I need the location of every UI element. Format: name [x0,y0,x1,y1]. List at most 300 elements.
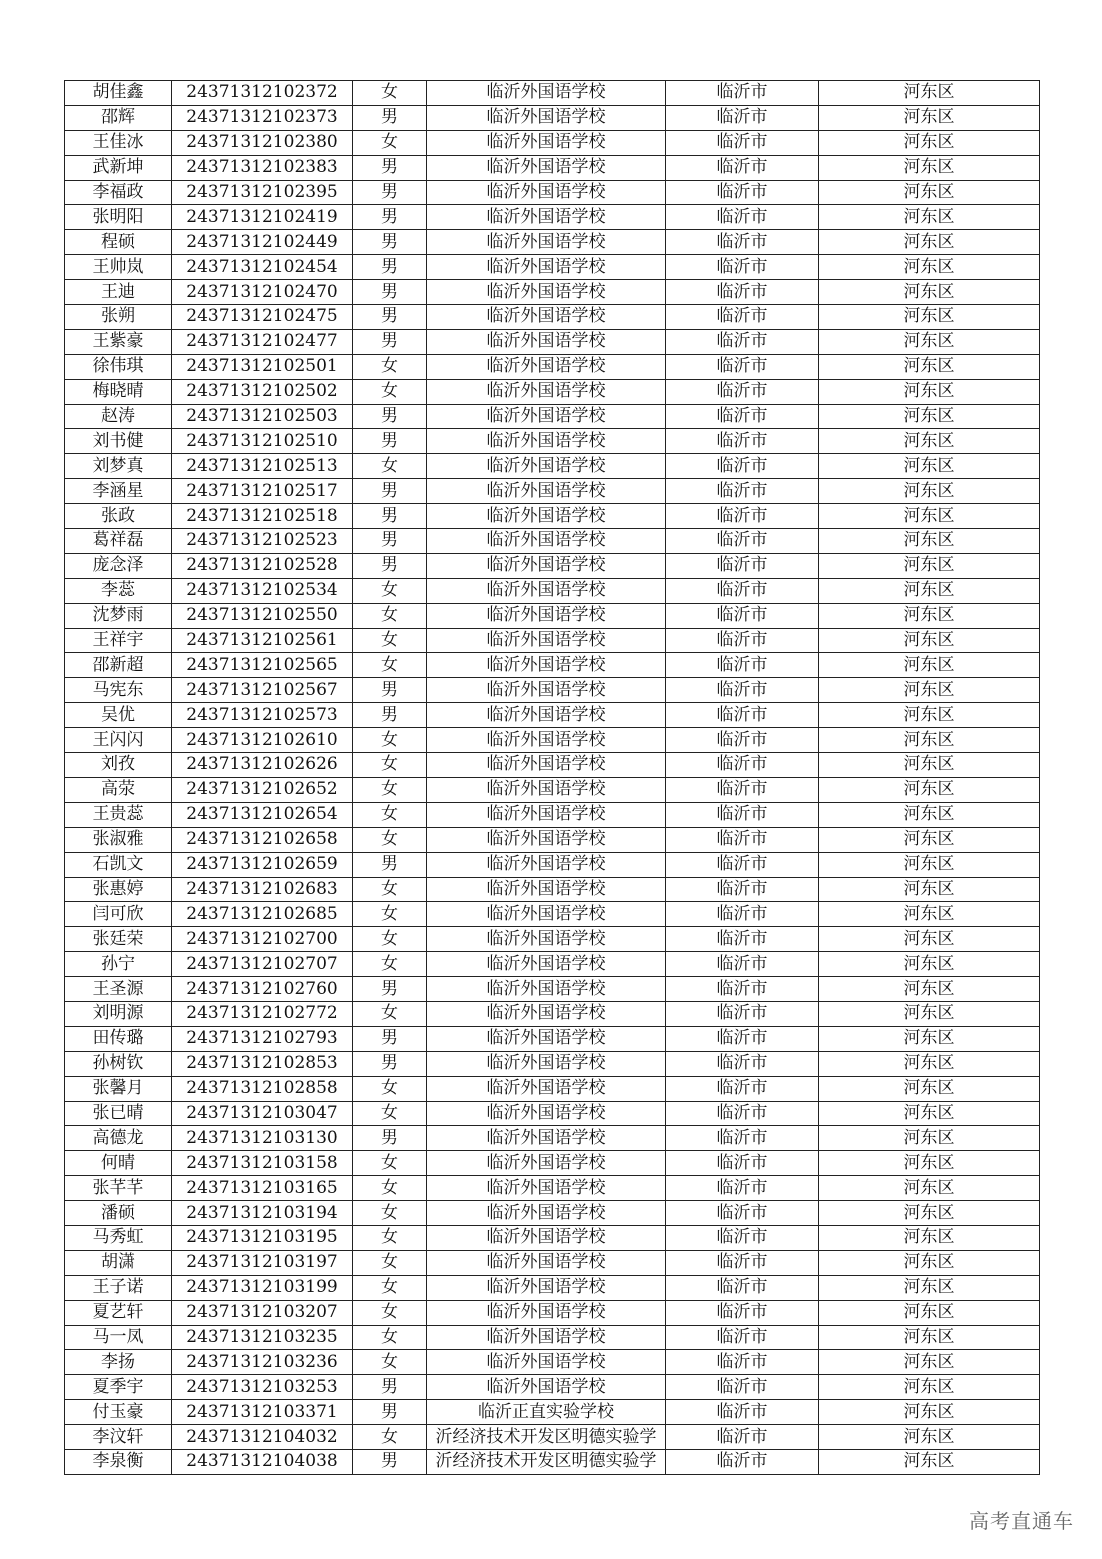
gender-cell: 女 [353,1076,427,1101]
gender-cell: 男 [353,305,427,330]
school-cell: 临沂外国语学校 [427,852,666,877]
name-cell: 刘梦真 [65,454,172,479]
school-cell: 临沂正直实验学校 [427,1400,666,1425]
name-cell: 付玉豪 [65,1400,172,1425]
district-cell: 河东区 [819,1126,1040,1151]
table-row [65,678,1040,703]
exam-id-cell: 24371312102654 [172,802,353,827]
name-cell: 徐伟琪 [65,354,172,379]
city-cell: 临沂市 [666,1225,819,1250]
watermark-text: 高考直通车 [969,1509,1074,1533]
table-row [65,877,1040,902]
exam-id-cell: 24371312102517 [172,479,353,504]
table-row [65,852,1040,877]
table-row [65,553,1040,578]
exam-id-cell: 24371312102573 [172,703,353,728]
school-cell: 临沂外国语学校 [427,1201,666,1226]
city-cell: 临沂市 [666,230,819,255]
school-cell: 临沂外国语学校 [427,1225,666,1250]
school-cell: 临沂外国语学校 [427,1026,666,1051]
gender-cell: 女 [353,628,427,653]
exam-id-cell: 24371312102610 [172,728,353,753]
exam-id-cell: 24371312102550 [172,603,353,628]
name-cell: 王佳冰 [65,130,172,155]
city-cell: 临沂市 [666,1400,819,1425]
table-row [65,777,1040,802]
name-cell: 王帅岚 [65,255,172,280]
name-cell: 李福政 [65,180,172,205]
city-cell: 临沂市 [666,130,819,155]
exam-id-cell: 24371312102523 [172,529,353,554]
district-cell: 河东区 [819,1325,1040,1350]
district-cell: 河东区 [819,180,1040,205]
school-cell: 临沂外国语学校 [427,1176,666,1201]
school-cell: 临沂外国语学校 [427,902,666,927]
exam-id-cell: 24371312102626 [172,753,353,778]
city-cell: 临沂市 [666,1201,819,1226]
city-cell: 临沂市 [666,1325,819,1350]
table-row [65,305,1040,330]
school-cell: 临沂外国语学校 [427,1250,666,1275]
exam-id-cell: 24371312102793 [172,1026,353,1051]
city-cell: 临沂市 [666,1051,819,1076]
table-row [65,155,1040,180]
exam-id-cell: 24371312103197 [172,1250,353,1275]
name-cell: 马秀虹 [65,1225,172,1250]
table-row [65,753,1040,778]
gender-cell: 女 [353,1250,427,1275]
name-cell: 何晴 [65,1151,172,1176]
exam-id-cell: 24371312102510 [172,429,353,454]
gender-cell: 女 [353,578,427,603]
district-cell: 河东区 [819,105,1040,130]
district-cell: 河东区 [819,728,1040,753]
school-cell: 临沂外国语学校 [427,479,666,504]
gender-cell: 女 [353,1225,427,1250]
district-cell: 河东区 [819,479,1040,504]
table-row [65,205,1040,230]
district-cell: 河东区 [819,753,1040,778]
gender-cell: 女 [353,952,427,977]
exam-id-cell: 24371312102419 [172,205,353,230]
table-row [65,280,1040,305]
school-cell: 临沂外国语学校 [427,1126,666,1151]
name-cell: 刘明源 [65,1001,172,1026]
gender-cell: 女 [353,827,427,852]
name-cell: 闫可欣 [65,902,172,927]
name-cell: 王贵蕊 [65,802,172,827]
gender-cell: 女 [353,927,427,952]
gender-cell: 男 [353,529,427,554]
table-row [65,81,1040,106]
district-cell: 河东区 [819,977,1040,1002]
table-row [65,255,1040,280]
gender-cell: 男 [353,1051,427,1076]
exam-id-cell: 24371312102373 [172,105,353,130]
name-cell: 张廷荣 [65,927,172,952]
gender-cell: 女 [353,653,427,678]
district-cell: 河东区 [819,155,1040,180]
city-cell: 临沂市 [666,504,819,529]
table-row [65,802,1040,827]
gender-cell: 女 [353,802,427,827]
district-cell: 河东区 [819,927,1040,952]
exam-id-cell: 24371312103236 [172,1350,353,1375]
district-cell: 河东区 [819,952,1040,977]
exam-id-cell: 24371312102707 [172,952,353,977]
gender-cell: 女 [353,1300,427,1325]
name-cell: 夏季宇 [65,1375,172,1400]
exam-id-cell: 24371312103047 [172,1101,353,1126]
exam-id-cell: 24371312102658 [172,827,353,852]
district-cell: 河东区 [819,354,1040,379]
school-cell: 临沂外国语学校 [427,429,666,454]
city-cell: 临沂市 [666,180,819,205]
gender-cell: 男 [353,678,427,703]
district-cell: 河东区 [819,280,1040,305]
district-cell: 河东区 [819,678,1040,703]
district-cell: 河东区 [819,379,1040,404]
name-cell: 李扬 [65,1350,172,1375]
district-cell: 河东区 [819,454,1040,479]
city-cell: 临沂市 [666,1151,819,1176]
exam-id-cell: 24371312103199 [172,1275,353,1300]
table-row [65,1026,1040,1051]
district-cell: 河东区 [819,329,1040,354]
school-cell: 沂经济技术开发区明德实验学 [427,1449,666,1474]
table-row [65,728,1040,753]
exam-id-cell: 24371312102454 [172,255,353,280]
school-cell: 临沂外国语学校 [427,1275,666,1300]
school-cell: 临沂外国语学校 [427,1076,666,1101]
name-cell: 高德龙 [65,1126,172,1151]
school-cell: 临沂外国语学校 [427,728,666,753]
school-cell: 临沂外国语学校 [427,952,666,977]
district-cell: 河东区 [819,429,1040,454]
gender-cell: 男 [353,180,427,205]
name-cell: 刘孜 [65,753,172,778]
gender-cell: 女 [353,753,427,778]
gender-cell: 女 [353,902,427,927]
name-cell: 沈梦雨 [65,603,172,628]
city-cell: 临沂市 [666,454,819,479]
table-row [65,827,1040,852]
exam-id-cell: 24371312103235 [172,1325,353,1350]
name-cell: 武新坤 [65,155,172,180]
name-cell: 王子诺 [65,1275,172,1300]
city-cell: 临沂市 [666,553,819,578]
city-cell: 临沂市 [666,1126,819,1151]
gender-cell: 女 [353,1425,427,1450]
school-cell: 临沂外国语学校 [427,977,666,1002]
school-cell: 临沂外国语学校 [427,81,666,106]
exam-id-cell: 24371312102395 [172,180,353,205]
exam-id-cell: 24371312103130 [172,1126,353,1151]
table-row [65,1449,1040,1474]
city-cell: 临沂市 [666,1375,819,1400]
gender-cell: 男 [353,1375,427,1400]
name-cell: 孙树钦 [65,1051,172,1076]
city-cell: 临沂市 [666,1350,819,1375]
district-cell: 河东区 [819,1076,1040,1101]
city-cell: 临沂市 [666,379,819,404]
school-cell: 临沂外国语学校 [427,280,666,305]
gender-cell: 男 [353,1026,427,1051]
school-cell: 临沂外国语学校 [427,553,666,578]
city-cell: 临沂市 [666,305,819,330]
city-cell: 临沂市 [666,1026,819,1051]
gender-cell: 男 [353,1400,427,1425]
exam-id-cell: 24371312102700 [172,927,353,952]
name-cell: 李蕊 [65,578,172,603]
school-cell: 临沂外国语学校 [427,628,666,653]
table-row [65,429,1040,454]
exam-id-cell: 24371312103158 [172,1151,353,1176]
name-cell: 张惠婷 [65,877,172,902]
table-row [65,1101,1040,1126]
city-cell: 临沂市 [666,603,819,628]
school-cell: 临沂外国语学校 [427,1001,666,1026]
gender-cell: 男 [353,205,427,230]
exam-id-cell: 24371312102685 [172,902,353,927]
table-row [65,479,1040,504]
gender-cell: 男 [353,852,427,877]
district-cell: 河东区 [819,653,1040,678]
district-cell: 河东区 [819,81,1040,106]
city-cell: 临沂市 [666,977,819,1002]
city-cell: 临沂市 [666,1300,819,1325]
district-cell: 河东区 [819,504,1040,529]
gender-cell: 男 [353,404,427,429]
name-cell: 胡潇 [65,1250,172,1275]
gender-cell: 女 [353,81,427,106]
name-cell: 邵新超 [65,653,172,678]
gender-cell: 男 [353,1449,427,1474]
name-cell: 田传璐 [65,1026,172,1051]
city-cell: 临沂市 [666,1425,819,1450]
exam-id-cell: 24371312102652 [172,777,353,802]
gender-cell: 女 [353,454,427,479]
district-cell: 河东区 [819,1101,1040,1126]
gender-cell: 女 [353,379,427,404]
school-cell: 临沂外国语学校 [427,703,666,728]
district-cell: 河东区 [819,852,1040,877]
name-cell: 夏艺轩 [65,1300,172,1325]
name-cell: 吴优 [65,703,172,728]
gender-cell: 女 [353,1201,427,1226]
name-cell: 孙宁 [65,952,172,977]
exam-id-cell: 24371312102760 [172,977,353,1002]
district-cell: 河东区 [819,1300,1040,1325]
city-cell: 临沂市 [666,1275,819,1300]
name-cell: 马宪东 [65,678,172,703]
table-row [65,1375,1040,1400]
gender-cell: 男 [353,504,427,529]
gender-cell: 女 [353,777,427,802]
district-cell: 河东区 [819,578,1040,603]
name-cell: 张芊芊 [65,1176,172,1201]
table-row [65,1425,1040,1450]
district-cell: 河东区 [819,1151,1040,1176]
table-row [65,902,1040,927]
exam-id-cell: 24371312102502 [172,379,353,404]
table-row [65,130,1040,155]
school-cell: 临沂外国语学校 [427,877,666,902]
exam-id-cell: 24371312102372 [172,81,353,106]
name-cell: 马一凤 [65,1325,172,1350]
exam-id-cell: 24371312102565 [172,653,353,678]
district-cell: 河东区 [819,827,1040,852]
district-cell: 河东区 [819,1051,1040,1076]
school-cell: 临沂外国语学校 [427,927,666,952]
district-cell: 河东区 [819,1250,1040,1275]
school-cell: 临沂外国语学校 [427,653,666,678]
school-cell: 临沂外国语学校 [427,504,666,529]
exam-id-cell: 24371312103194 [172,1201,353,1226]
gender-cell: 男 [353,280,427,305]
exam-id-cell: 24371312102659 [172,852,353,877]
school-cell: 临沂外国语学校 [427,777,666,802]
exam-id-cell: 24371312102518 [172,504,353,529]
table-row [65,977,1040,1002]
school-cell: 临沂外国语学校 [427,105,666,130]
table-row [65,180,1040,205]
district-cell: 河东区 [819,877,1040,902]
table-row [65,1201,1040,1226]
table-row [65,1126,1040,1151]
school-cell: 临沂外国语学校 [427,603,666,628]
name-cell: 刘书健 [65,429,172,454]
name-cell: 王闪闪 [65,728,172,753]
exam-id-cell: 24371312102383 [172,155,353,180]
city-cell: 临沂市 [666,753,819,778]
name-cell: 王圣源 [65,977,172,1002]
city-cell: 临沂市 [666,404,819,429]
gender-cell: 男 [353,329,427,354]
city-cell: 临沂市 [666,678,819,703]
school-cell: 临沂外国语学校 [427,379,666,404]
school-cell: 临沂外国语学校 [427,1101,666,1126]
school-cell: 临沂外国语学校 [427,180,666,205]
school-cell: 临沂外国语学校 [427,1375,666,1400]
table-row [65,379,1040,404]
exam-id-cell: 24371312102772 [172,1001,353,1026]
school-cell: 临沂外国语学校 [427,404,666,429]
city-cell: 临沂市 [666,155,819,180]
district-cell: 河东区 [819,902,1040,927]
exam-id-cell: 24371312102477 [172,329,353,354]
school-cell: 临沂外国语学校 [427,753,666,778]
table-row [65,105,1040,130]
district-cell: 河东区 [819,1026,1040,1051]
city-cell: 临沂市 [666,802,819,827]
city-cell: 临沂市 [666,354,819,379]
gender-cell: 女 [353,728,427,753]
district-cell: 河东区 [819,404,1040,429]
city-cell: 临沂市 [666,703,819,728]
exam-id-cell: 24371312102449 [172,230,353,255]
city-cell: 临沂市 [666,1101,819,1126]
district-cell: 河东区 [819,529,1040,554]
table-row [65,1400,1040,1425]
district-cell: 河东区 [819,802,1040,827]
district-cell: 河东区 [819,1449,1040,1474]
district-cell: 河东区 [819,1400,1040,1425]
school-cell: 临沂外国语学校 [427,454,666,479]
roster-body [65,81,1040,1475]
city-cell: 临沂市 [666,479,819,504]
gender-cell: 女 [353,1275,427,1300]
exam-id-cell: 24371312102513 [172,454,353,479]
district-cell: 河东区 [819,603,1040,628]
city-cell: 临沂市 [666,529,819,554]
name-cell: 李涵星 [65,479,172,504]
name-cell: 王迪 [65,280,172,305]
gender-cell: 女 [353,1151,427,1176]
exam-id-cell: 24371312103371 [172,1400,353,1425]
name-cell: 石凯文 [65,852,172,877]
district-cell: 河东区 [819,305,1040,330]
exam-id-cell: 24371312102475 [172,305,353,330]
exam-id-cell: 24371312102528 [172,553,353,578]
district-cell: 河东区 [819,1275,1040,1300]
name-cell: 王祥宇 [65,628,172,653]
table-row [65,1325,1040,1350]
exam-id-cell: 24371312102853 [172,1051,353,1076]
table-row [65,1250,1040,1275]
exam-id-cell: 24371312102470 [172,280,353,305]
gender-cell: 女 [353,877,427,902]
school-cell: 临沂外国语学校 [427,255,666,280]
gender-cell: 女 [353,1101,427,1126]
district-cell: 河东区 [819,553,1040,578]
gender-cell: 男 [353,155,427,180]
name-cell: 庞念泽 [65,553,172,578]
exam-id-cell: 24371312102503 [172,404,353,429]
school-cell: 临沂外国语学校 [427,678,666,703]
district-cell: 河东区 [819,130,1040,155]
name-cell: 葛祥磊 [65,529,172,554]
name-cell: 张朔 [65,305,172,330]
city-cell: 临沂市 [666,280,819,305]
exam-id-cell: 24371312102858 [172,1076,353,1101]
district-cell: 河东区 [819,230,1040,255]
city-cell: 临沂市 [666,877,819,902]
name-cell: 胡佳鑫 [65,81,172,106]
school-cell: 临沂外国语学校 [427,205,666,230]
name-cell: 王紫豪 [65,329,172,354]
city-cell: 临沂市 [666,205,819,230]
name-cell: 李泉衡 [65,1449,172,1474]
name-cell: 张明阳 [65,205,172,230]
city-cell: 临沂市 [666,1176,819,1201]
table-row [65,1151,1040,1176]
district-cell: 河东区 [819,703,1040,728]
school-cell: 沂经济技术开发区明德实验学 [427,1425,666,1450]
school-cell: 临沂外国语学校 [427,1051,666,1076]
gender-cell: 女 [353,1001,427,1026]
table-row [65,529,1040,554]
gender-cell: 女 [353,1325,427,1350]
exam-id-cell: 24371312103253 [172,1375,353,1400]
city-cell: 临沂市 [666,1001,819,1026]
name-cell: 潘硕 [65,1201,172,1226]
school-cell: 临沂外国语学校 [427,529,666,554]
gender-cell: 男 [353,105,427,130]
exam-id-cell: 24371312104038 [172,1449,353,1474]
exam-id-cell: 24371312102380 [172,130,353,155]
district-cell: 河东区 [819,1225,1040,1250]
